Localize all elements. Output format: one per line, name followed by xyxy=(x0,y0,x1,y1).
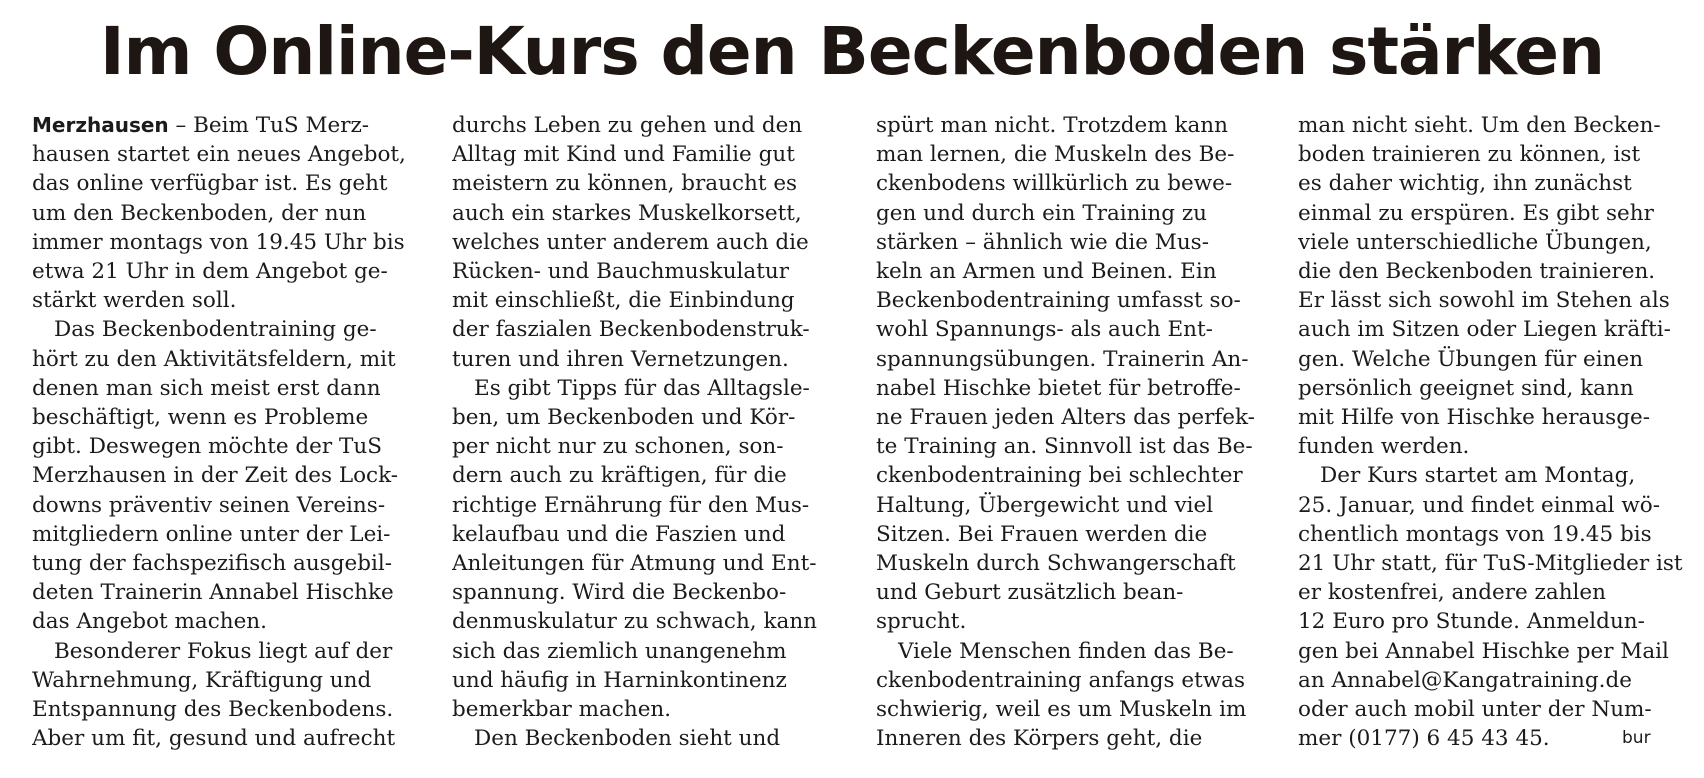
text-line: gibt. Deswegen möchte der TuS xyxy=(32,434,382,460)
text-line: Anleitungen für Atmung und Ent- xyxy=(452,551,817,577)
text-line: Muskeln durch Schwangerschaft xyxy=(876,551,1236,577)
text-line: mer (0177) 6 45 43 45. xyxy=(1298,726,1550,752)
text-line: turen und ihren Vernetzungen. xyxy=(452,346,789,372)
text-line: und Geburt zusätzlich bean- xyxy=(876,580,1184,606)
text-line: Entspannung des Beckenbodens. xyxy=(32,697,394,723)
text-line: 21 Uhr statt, für TuS-Mitglieder ist xyxy=(1298,551,1683,577)
author-byline: bur xyxy=(1622,728,1651,748)
text-line: schwierig, weil es um Muskeln im xyxy=(876,697,1247,723)
text-line: 25. Januar, und findet einmal wö- xyxy=(1298,492,1660,518)
text-line: downs präventiv seinen Vereins- xyxy=(32,492,386,518)
text-line: Das Beckenbodentraining ge- xyxy=(54,317,377,343)
text-line: meistern zu können, braucht es xyxy=(452,171,798,197)
text-line: Sitzen. Bei Frauen werden die xyxy=(876,521,1208,547)
text-line: Es gibt Tipps für das Alltagsle- xyxy=(474,375,810,401)
article-column-3 xyxy=(876,111,1264,761)
text-line: spannungsübungen. Trainerin An- xyxy=(876,346,1249,372)
text-line: sprucht. xyxy=(876,609,967,635)
text-line: Inneren des Körpers geht, die xyxy=(876,726,1203,752)
text-line: denmuskulatur zu schwach, kann xyxy=(452,609,818,635)
text-line: gen. Welche Übungen für einen xyxy=(1298,346,1644,372)
text-line: der faszialen Beckenbodenstruk- xyxy=(452,317,810,343)
text-line: durchs Leben zu gehen und den xyxy=(452,113,803,138)
text-line: welches unter anderem auch die xyxy=(452,229,809,255)
text-line: man nicht sieht. Um den Becken- xyxy=(1298,113,1661,138)
text-line: Er lässt sich sowohl im Stehen als xyxy=(1298,288,1670,314)
text-line: stärkt werden soll. xyxy=(32,288,237,314)
text-line: bemerkbar machen. xyxy=(452,697,672,723)
text-line: an Annabel@Kangatraining.de xyxy=(1298,667,1632,693)
text-line: etwa 21 Uhr in dem Angebot ge- xyxy=(32,259,388,284)
text-line: gen bei Annabel Hischke per Mail xyxy=(1298,638,1669,664)
text-line: tung der fachspezifisch ausgebil- xyxy=(32,551,392,577)
text-line: stärken – ähnlich wie die Mus- xyxy=(876,229,1209,255)
text-line: spürt man nicht. Trotzdem kann xyxy=(876,113,1228,138)
text-line: funden werden. xyxy=(1298,434,1470,460)
text-line: gen und durch ein Training zu xyxy=(876,200,1208,226)
article-column-4 xyxy=(1298,111,1686,761)
text-line: dern auch zu kräftigen, für die xyxy=(452,463,787,489)
text-line: Wahrnehmung, Kräftigung und xyxy=(32,667,372,693)
text-line: wohl Spannungs- als auch Ent- xyxy=(876,317,1213,343)
article-column-2 xyxy=(452,111,840,761)
text-line: denen man sich meist erst dann xyxy=(32,375,381,401)
text-line: das online verfügbar ist. Es geht xyxy=(32,171,388,197)
text-line: hausen startet ein neues Angebot, xyxy=(32,142,406,168)
text-line: boden trainieren zu können, ist xyxy=(1298,142,1641,168)
text-line: ckenbodens willkürlich zu bewe- xyxy=(876,171,1233,197)
text-line: sich das ziemlich unangenehm xyxy=(452,638,787,664)
text-line: er kostenfrei, andere zahlen xyxy=(1298,580,1606,606)
text-line: mit einschließt, die Einbindung xyxy=(452,288,795,314)
text-line: das Angebot machen. xyxy=(32,609,267,635)
text-line: persönlich geeignet sind, kann xyxy=(1298,375,1634,401)
text-line: Merzhausen in der Zeit des Lock- xyxy=(32,463,398,489)
text-line: immer montags von 19.45 Uhr bis xyxy=(32,229,405,255)
text-line: hört zu den Aktivitätsfeldern, mit xyxy=(32,346,396,372)
text-line: ben, um Beckenboden und Kör- xyxy=(452,405,796,431)
text-line: ckenbodentraining bei schlechter xyxy=(876,463,1243,489)
text-line: die den Beckenboden trainieren. xyxy=(1298,259,1656,285)
text-line: man lernen, die Muskeln des Be- xyxy=(876,142,1235,168)
text-line: spannung. Wird die Beckenbo- xyxy=(452,580,787,606)
text-line: te Training an. Sinnvoll ist das Be- xyxy=(876,434,1253,460)
text-line: Alltag mit Kind und Familie gut xyxy=(452,142,795,168)
text-line: Aber um fit, gesund und aufrecht xyxy=(32,726,396,752)
text-line: keln an Armen und Beinen. Ein xyxy=(876,259,1217,285)
text-line: deten Trainerin Annabel Hischke xyxy=(32,580,394,606)
headline: Im Online-Kurs den Beckenboden stärken xyxy=(100,13,1604,90)
article-column-1 xyxy=(32,111,420,761)
text-line: ne Frauen jeden Alters das perfek- xyxy=(876,405,1255,431)
text-line: einmal zu erspüren. Es gibt sehr xyxy=(1298,200,1654,226)
text-line: nabel Hischke bietet für betroffe- xyxy=(876,375,1241,401)
text-line: Beckenbodentraining umfasst so- xyxy=(876,288,1241,314)
text-line: ckenbodentraining anfangs etwas xyxy=(876,667,1245,693)
text-line: um den Beckenboden, der nun xyxy=(32,200,367,226)
text-line: auch ein starkes Muskelkorsett, xyxy=(452,200,802,226)
text-line: Den Beckenboden sieht und xyxy=(474,726,781,752)
text-line: auch im Sitzen oder Liegen kräfti- xyxy=(1298,317,1671,343)
text-line: und häufig in Harninkontinenz xyxy=(452,667,787,693)
text-line: Haltung, Übergewicht und viel xyxy=(876,492,1214,518)
text-line: Der Kurs startet am Montag, xyxy=(1320,463,1636,489)
text-line: Merzhausen – Beim TuS Merz- xyxy=(32,113,370,138)
text-line: richtige Ernährung für den Mus- xyxy=(452,492,810,518)
dateline: Merzhausen xyxy=(32,113,169,137)
text-line: Viele Menschen finden das Be- xyxy=(898,638,1234,664)
text-line: es daher wichtig, ihn zunächst xyxy=(1298,171,1632,197)
text-line: Rücken- und Bauchmuskulatur xyxy=(452,259,790,285)
text-line: 12 Euro pro Stunde. Anmeldun- xyxy=(1298,609,1645,635)
text-line: per nicht nur zu schonen, son- xyxy=(452,434,784,460)
text-line: kelaufbau und die Faszien und xyxy=(452,521,786,547)
text-line: mitgliedern online unter der Lei- xyxy=(32,521,391,547)
text-line: Besonderer Fokus liegt auf der xyxy=(54,638,393,664)
text-line: chentlich montags von 19.45 bis xyxy=(1298,521,1652,547)
text-line: beschäftigt, wenn es Probleme xyxy=(32,405,369,431)
text-line: mit Hilfe von Hischke herausge- xyxy=(1298,405,1650,431)
text-line: oder auch mobil unter der Num- xyxy=(1298,697,1652,723)
text-line: viele unterschiedliche Übungen, xyxy=(1298,229,1652,255)
